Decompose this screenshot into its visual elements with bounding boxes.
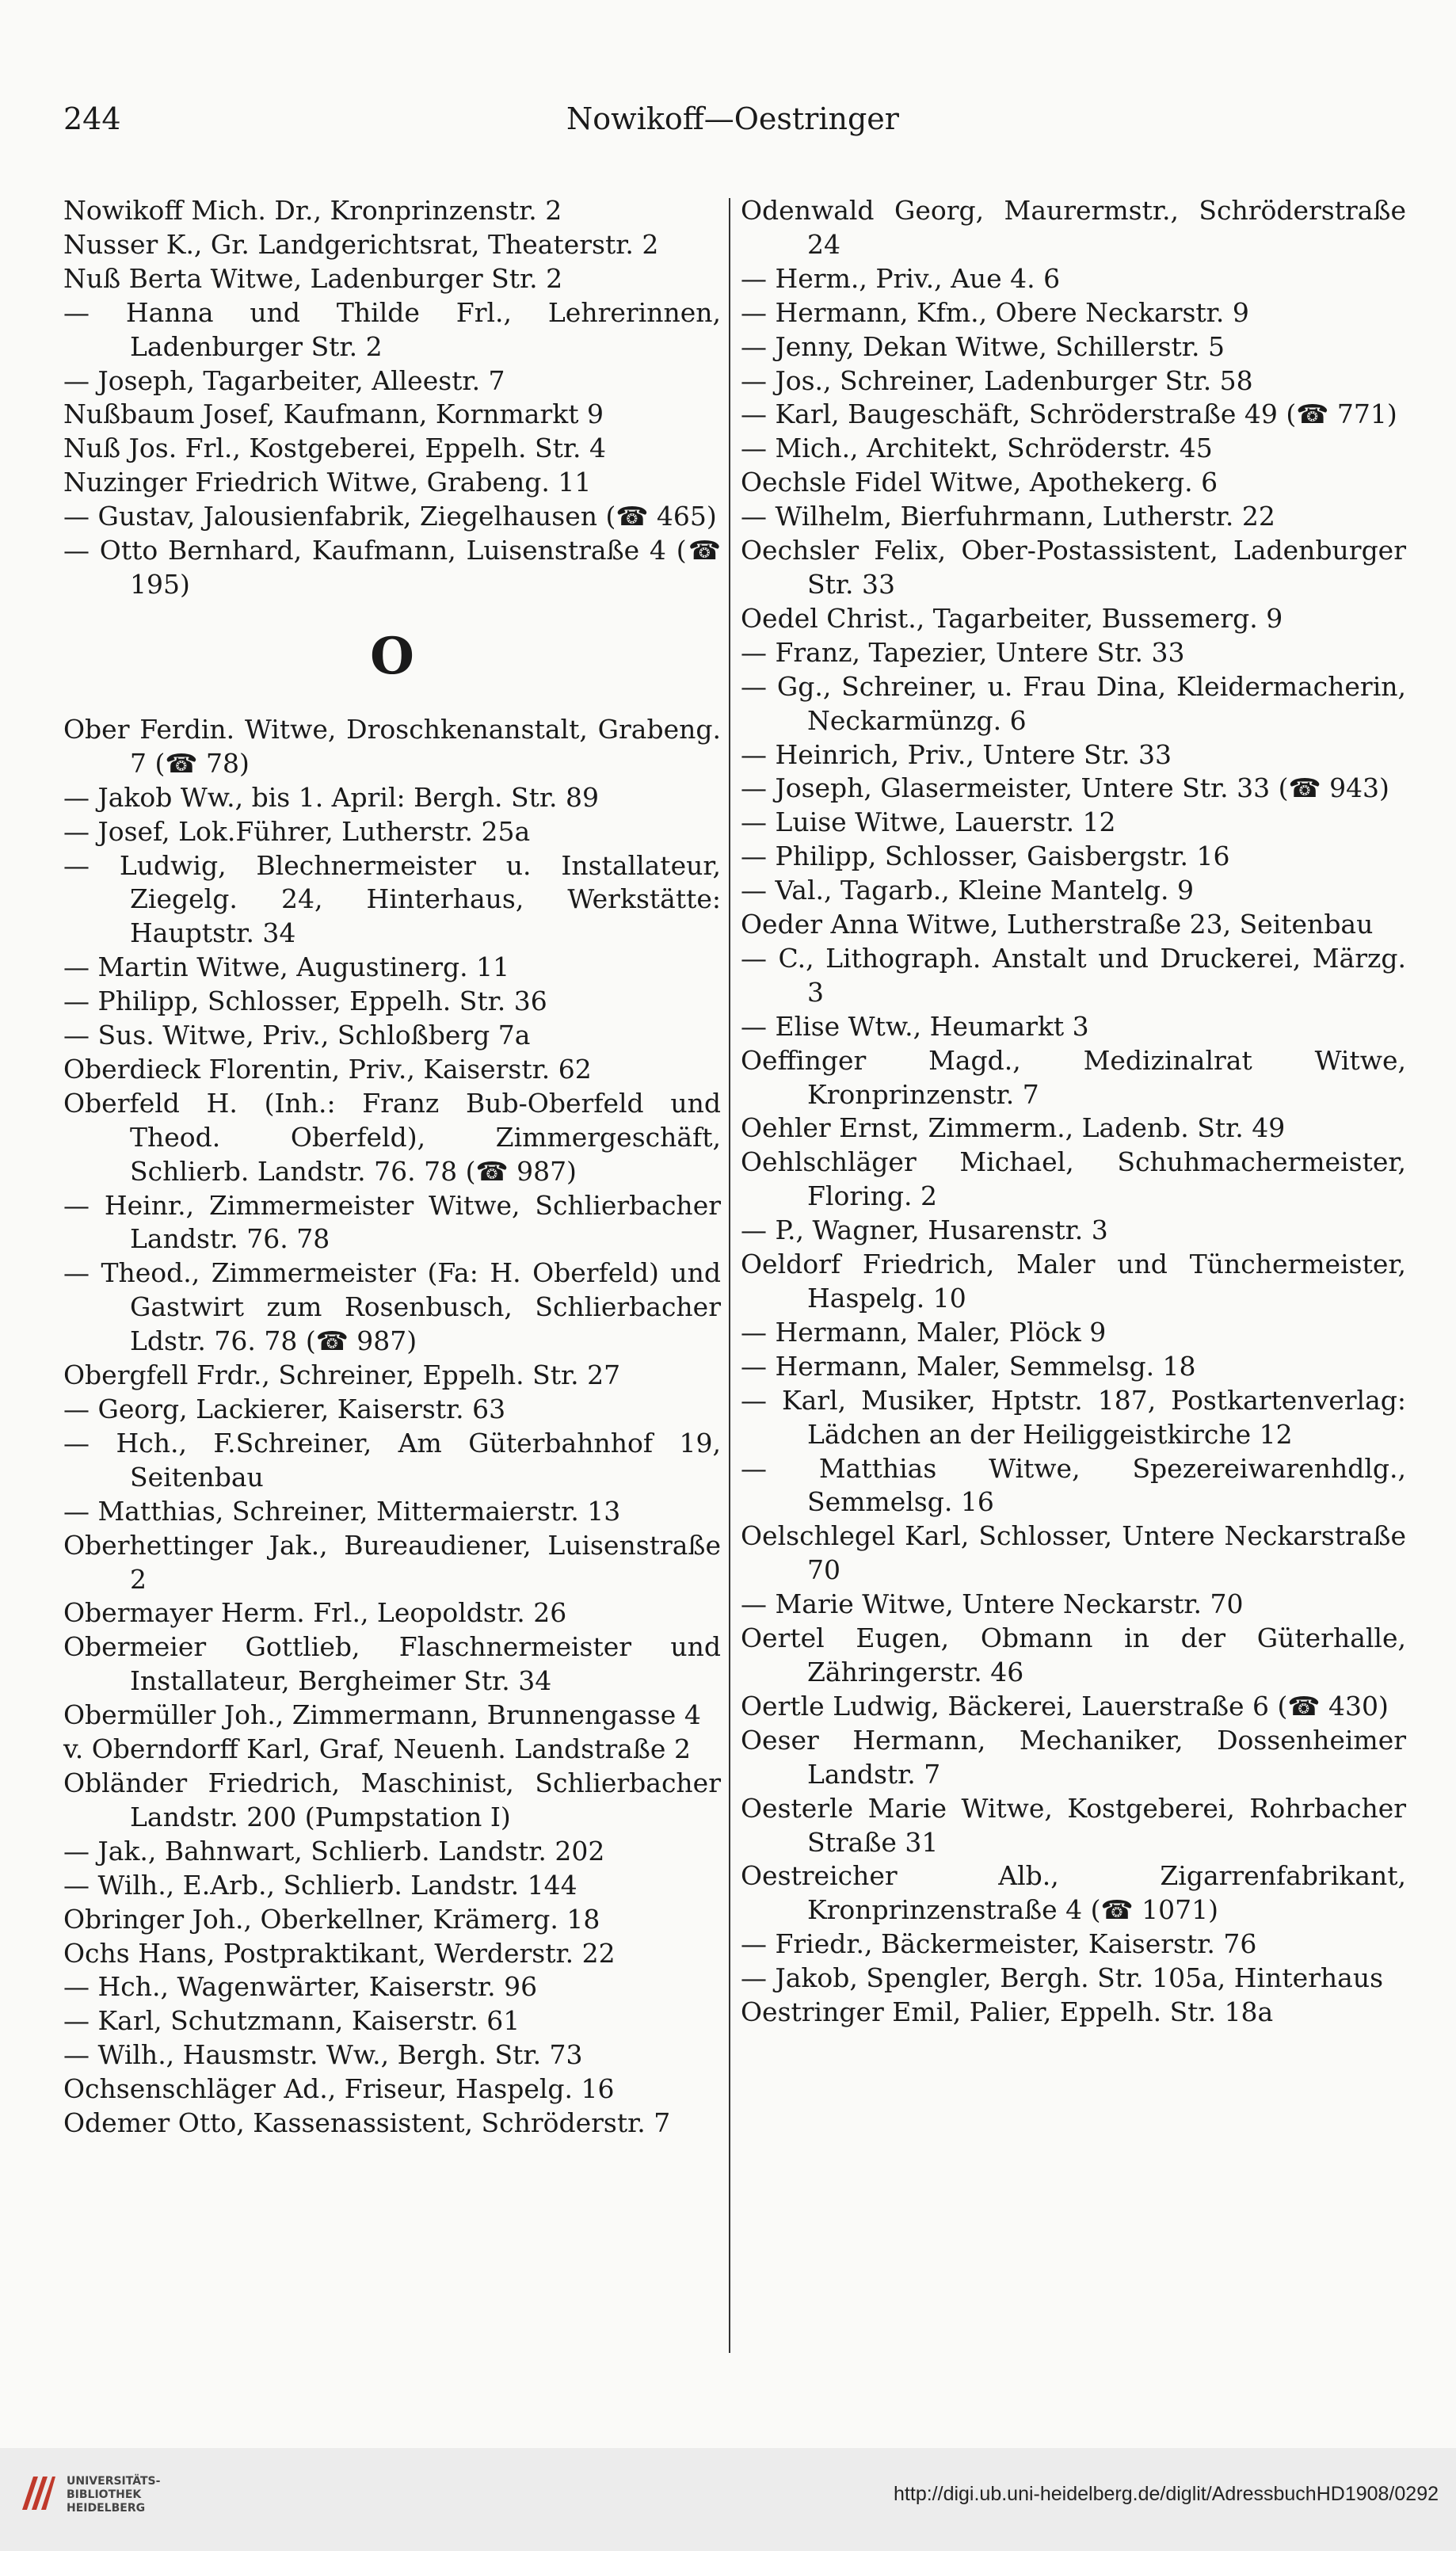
directory-entry: — Karl, Musiker, Hptstr. 187, Postkartenverlag: Lädchen an der Heiliggeistkirche 12 [741, 1384, 1406, 1450]
directory-entry: — Val., Tagarb., Kleine Mantelg. 9 [741, 875, 1195, 906]
right-column [741, 194, 1406, 2030]
directory-entry: — Karl, Schutzmann, Kaiserstr. 61 [63, 2005, 520, 2037]
directory-entry: — Joseph, Glasermeister, Untere Str. 33 (☎ 943) [741, 772, 1389, 804]
page-number: 244 [63, 101, 121, 136]
directory-entry: Oechsle Fidel Witwe, Apothekerg. 6 [741, 467, 1218, 498]
directory-entry: Oedel Christ., Tagarbeiter, Bussemerg. 9 [741, 602, 1283, 634]
directory-entry: Obermüller Joh., Zimmermann, Brunnengasse 4 [63, 1699, 701, 1731]
directory-entry: — Jakob, Spengler, Bergh. Str. 105a, Hinterhaus [741, 1962, 1384, 1994]
left-entries-b [63, 713, 721, 2141]
directory-entry: Oeser Hermann, Mechaniker, Dossenheimer Landstr. 7 [741, 1724, 1406, 1790]
directory-entry: — Franz, Tapezier, Untere Str. 33 [741, 636, 1185, 668]
directory-entry: Odemer Otto, Kassenassistent, Schröderstr. 7 [63, 2107, 671, 2139]
library-name: UNIVERSITÄTS- BIBLIOTHEK HEIDELBERG [67, 2475, 161, 2515]
directory-entry: Obringer Joh., Oberkellner, Krämerg. 18 [63, 1903, 600, 1935]
directory-entry: — Gg., Schreiner, u. Frau Dina, Kleidermacherin, Neckarmünzg. 6 [741, 670, 1406, 736]
directory-entry: — Joseph, Tagarbeiter, Alleestr. 7 [63, 364, 505, 396]
directory-entry: Obermayer Herm. Frl., Leopoldstr. 26 [63, 1597, 567, 1629]
directory-entry: — Philipp, Schlosser, Eppelh. Str. 36 [63, 986, 547, 1017]
directory-entry: — Georg, Lackierer, Kaiserstr. 63 [63, 1394, 506, 1424]
directory-entry: — Herm., Priv., Aue 4. 6 [741, 262, 1061, 294]
directory-entry: — Theod., Zimmermeister (Fa: H. Oberfeld) und Gastwirt zum Rosenbusch, Schlierbacher Ldstr. 76. 78 (☎ 987) [63, 1257, 721, 1357]
directory-entry: Oertle Ludwig, Bäckerei, Lauerstraße 6 (☎ 430) [741, 1690, 1389, 1722]
directory-entry: Obermeier Gottlieb, Flaschnermeister und Installateur, Bergheimer Str. 34 [63, 1631, 721, 1697]
directory-entry: Oehlschläger Michael, Schuhmachermeister, Floring. 2 [741, 1146, 1406, 1212]
directory-entry: Nowikoff Mich. Dr., Kronprinzenstr. 2 [63, 195, 562, 226]
directory-entry: Oeldorf Friedrich, Maler und Tünchermeister, Haspelg. 10 [741, 1249, 1406, 1314]
directory-entry: — Jakob Ww., bis 1. April: Bergh. Str. 89 [63, 781, 600, 813]
directory-entry: v. Oberndorff Karl, Graf, Neuenh. Landstraße 2 [63, 1733, 691, 1765]
directory-entry: Oechsler Felix, Ober-Postassistent, Ladenburger Str. 33 [741, 535, 1406, 600]
directory-entry: — Philipp, Schlosser, Gaisbergstr. 16 [741, 841, 1230, 872]
directory-entry: — Hermann, Maler, Semmelsg. 18 [741, 1350, 1196, 1382]
left-column [63, 194, 721, 2141]
directory-entry: Oesterle Marie Witwe, Kostgeberei, Rohrbacher Straße 31 [741, 1792, 1406, 1858]
directory-entry: — Hanna und Thilde Frl., Lehrerinnen, Ladenburger Str. 2 [63, 296, 721, 362]
directory-entry: Oestreicher Alb., Zigarrenfabrikant, Kronprinzenstraße 4 (☎ 1071) [741, 1860, 1406, 1926]
directory-entry: Ober Ferdin. Witwe, Droschkenanstalt, Grabeng. 7 (☎ 78) [63, 713, 721, 779]
directory-entry: Oberhettinger Jak., Bureaudiener, Luisenstraße 2 [63, 1529, 721, 1595]
directory-entry: Nußbaum Josef, Kaufmann, Kornmarkt 9 [63, 398, 604, 430]
right-entries [741, 194, 1406, 2030]
directory-entry: — Josef, Lok.Führer, Lutherstr. 25a [63, 815, 531, 847]
directory-entry: — Gustav, Jalousienfabrik, Ziegelhausen (☎ 465) [63, 501, 717, 532]
directory-entry: Nuß Jos. Frl., Kostgeberei, Eppelh. Str. 4 [63, 433, 606, 464]
directory-entry: — Matthias, Schreiner, Mittermaierstr. 13 [63, 1495, 621, 1527]
directory-entry: — P., Wagner, Husarenstr. 3 [741, 1214, 1108, 1246]
left-entries-a [63, 194, 721, 602]
directory-entry: — Luise Witwe, Lauerstr. 12 [741, 806, 1116, 838]
running-head: Nowikoff—Oestringer [566, 101, 899, 136]
directory-entry: — Wilhelm, Bierfuhrmann, Lutherstr. 22 [741, 501, 1275, 532]
directory-entry: — Otto Bernhard, Kaufmann, Luisenstraße 4 (☎ 195) [63, 535, 721, 600]
directory-entry: — Wilh., Hausmstr. Ww., Bergh. Str. 73 [63, 2039, 583, 2071]
directory-entry: Odenwald Georg, Maurermstr., Schröderstraße 24 [741, 195, 1406, 260]
directory-entry: Obländer Friedrich, Maschinist, Schlierbacher Landstr. 200 (Pumpstation I) [63, 1767, 721, 1832]
library-logo-icon [17, 2472, 57, 2515]
directory-entry: — Wilh., E.Arb., Schlierb. Landstr. 144 [63, 1869, 577, 1901]
directory-entry: Oehler Ernst, Zimmerm., Ladenb. Str. 49 [741, 1112, 1286, 1144]
directory-entry: — Sus. Witwe, Priv., Schloßberg 7a [63, 1020, 531, 1051]
directory-entry: — Jos., Schreiner, Ladenburger Str. 58 [741, 364, 1253, 396]
directory-entry: — Heinr., Zimmermeister Witwe, Schlierbacher Landstr. 76. 78 [63, 1189, 721, 1255]
directory-entry: Obergfell Frdr., Schreiner, Eppelh. Str. 27 [63, 1359, 621, 1391]
directory-entry: — C., Lithograph. Anstalt und Druckerei, Märzg. 3 [741, 942, 1406, 1008]
directory-entry: Nuß Berta Witwe, Ladenburger Str. 2 [63, 262, 563, 294]
directory-entry: — Friedr., Bäckermeister, Kaiserstr. 76 [741, 1928, 1257, 1960]
footer-bar [0, 2448, 1456, 2551]
directory-entry: — Jenny, Dekan Witwe, Schillerstr. 5 [741, 330, 1225, 362]
directory-entry: Oestringer Emil, Palier, Eppelh. Str. 18a [741, 1996, 1274, 2028]
source-url-link[interactable]: http://digi.ub.uni-heidelberg.de/diglit/AdressbuchHD1908/0292 [894, 2483, 1439, 2505]
directory-entry: — Matthias Witwe, Spezereiwarenhdlg., Semmelsg. 16 [741, 1452, 1406, 1518]
directory-entry: — Jak., Bahnwart, Schlierb. Landstr. 202 [63, 1835, 605, 1867]
directory-entry: — Martin Witwe, Augustinerg. 11 [63, 951, 510, 983]
directory-entry: — Mich., Architekt, Schröderstr. 45 [741, 433, 1213, 464]
directory-entry: Oberfeld H. (Inh.: Franz Bub-Oberfeld und Theod. Oberfeld), Zimmergeschäft, Schlierb. Landstr. 76. 78 (☎ 987) [63, 1087, 721, 1187]
directory-entry: — Marie Witwe, Untere Neckarstr. 70 [741, 1588, 1244, 1620]
directory-entry: — Hch., Wagenwärter, Kaiserstr. 96 [63, 1971, 538, 2003]
directory-entry: — Hermann, Kfm., Obere Neckarstr. 9 [741, 296, 1249, 328]
directory-entry: Nusser K., Gr. Landgerichtsrat, Theaterstr. 2 [63, 228, 659, 260]
directory-entry: — Elise Wtw., Heumarkt 3 [741, 1010, 1089, 1042]
section-letter: O [370, 626, 414, 686]
directory-entry: Ochsenschläger Ad., Friseur, Haspelg. 16 [63, 2073, 615, 2105]
directory-entry: Oelschlegel Karl, Schlosser, Untere Neckarstraße 70 [741, 1520, 1406, 1586]
directory-entry: Ochs Hans, Postpraktikant, Werderstr. 22 [63, 1937, 616, 1969]
column-divider [729, 198, 730, 2353]
directory-entry: Oeffinger Magd., Medizinalrat Witwe, Kronprinzenstr. 7 [741, 1044, 1406, 1110]
directory-entry: Oberdieck Florentin, Priv., Kaiserstr. 62 [63, 1053, 592, 1085]
directory-entry: Oeder Anna Witwe, Lutherstraße 23, Seitenbau [741, 909, 1374, 940]
directory-entry: — Karl, Baugeschäft, Schröderstraße 49 (☎ 771) [741, 398, 1397, 430]
directory-entry: Oertel Eugen, Obmann in der Güterhalle, Zähringerstr. 46 [741, 1622, 1406, 1687]
directory-entry: — Ludwig, Blechnermeister u. Installateur, Ziegelg. 24, Hinterhaus, Werkstätte: Hauptstr. 34 [63, 849, 721, 949]
directory-entry: Nuzinger Friedrich Witwe, Grabeng. 11 [63, 467, 592, 498]
directory-entry: — Hermann, Maler, Plöck 9 [741, 1316, 1107, 1348]
page-header [63, 101, 1402, 149]
directory-entry: — Hch., F.Schreiner, Am Güterbahnhof 19, Seitenbau [63, 1427, 721, 1493]
directory-entry: — Heinrich, Priv., Untere Str. 33 [741, 738, 1172, 770]
